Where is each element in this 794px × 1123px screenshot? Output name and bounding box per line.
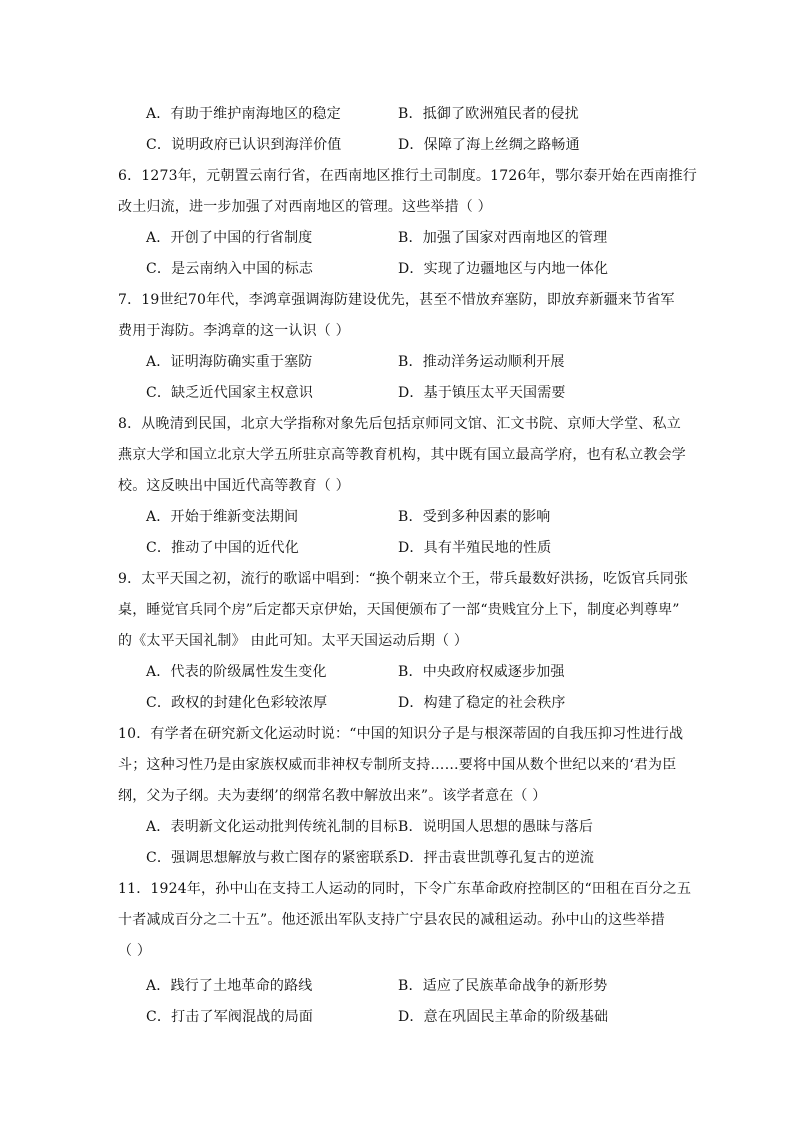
q11-stem-line-2: 十者减成百分之二十五”。他还派出军队支持广宁县农民的减租运动。孙中山的这些举措 — [118, 912, 665, 928]
q10-option-a: A．表明新文化运动批判传统礼制的目标 — [146, 819, 398, 835]
q5-option-d: D．保障了海上丝绸之路畅通 — [398, 137, 580, 153]
q9-option-c: C．政权的封建化色彩较浓厚 — [146, 695, 328, 711]
q11-option-d: D．意在巩固民主革命的阶级基础 — [398, 1009, 609, 1025]
q10-option-b: B．说明国人思想的愚昧与落后 — [398, 819, 594, 835]
q10-stem-line-3: 纲，父为子纲。夫为妻纲’的纲常名教中解放出来”。该学者意在（ ） — [118, 788, 547, 804]
q6-option-d: D．实现了边疆地区与内地一体化 — [398, 261, 609, 277]
q11-stem-line-1: 11．1924年，孙中山在支持工人运动的同时，下令广东革命政府控制区的“田租在百分之五 — [118, 881, 692, 897]
q11-option-a: A．践行了土地革命的路线 — [146, 978, 313, 994]
q8-stem-line-1: 8．从晚清到民国，北京大学指称对象先后包括京师同文馆、汇文书院、京师大学堂、私立 — [118, 416, 681, 432]
q8-option-c: C．推动了中国的近代化 — [146, 540, 299, 556]
q8-stem-line-2: 燕京大学和国立北京大学五所驻京高等教育机构，其中既有国立最高学府，也有私立教会学 — [118, 447, 686, 463]
q6-stem-line-2: 改土归流，进一步加强了对西南地区的管理。这些举措（ ） — [118, 199, 492, 215]
q11-stem-line-3: （ ） — [118, 943, 152, 959]
q9-option-a: A．代表的阶级属性发生变化 — [146, 664, 327, 680]
q6-option-a: A．开创了中国的行省制度 — [146, 230, 313, 246]
q11-option-c: C．打击了军阀混战的局面 — [146, 1009, 314, 1025]
q5-option-b: B．抵御了欧洲殖民者的侵扰 — [398, 106, 579, 122]
q8-stem-line-3: 校。这反映出中国近代高等教育（ ） — [118, 478, 350, 494]
q10-stem-line-1: 10．有学者在研究新文化运动时说：“中国的知识分子是与根深蒂固的自我压抑习性进行战 — [118, 726, 684, 742]
q7-option-d: D．基于镇压太平天国需要 — [398, 385, 566, 401]
q7-option-c: C．缺乏近代国家主权意识 — [146, 385, 314, 401]
q8-option-a: A．开始于维新变法期间 — [146, 509, 299, 525]
q5-option-c: C．说明政府已认识到海洋价值 — [146, 137, 342, 153]
q8-option-b: B．受到多种因素的影响 — [398, 509, 551, 525]
q9-stem-line-1: 9．太平天国之初，流行的歌谣中唱到：“换个朝来立个王，带兵最数好洪扬，吃饭官兵同张 — [118, 571, 689, 587]
q10-option-d: D．抨击袁世凯尊孔复古的逆流 — [398, 850, 595, 866]
q7-option-b: B．推动洋务运动顺利开展 — [398, 354, 565, 370]
q9-option-d: D．构建了稳定的社会秩序 — [398, 695, 566, 711]
q9-stem-line-3: 的《太平天国礼制》 由此可知。太平天国运动后期（ ） — [118, 633, 469, 649]
q9-option-b: B．中央政府权威逐步加强 — [398, 664, 565, 680]
q5-option-a: A．有助于维护南海地区的稳定 — [146, 106, 341, 122]
q9-stem-line-2: 桌，睡觉官兵同个房”后定都天京伊始，天国便颁布了一部“贵贱宜分上下，制度必判尊卑” — [118, 602, 680, 618]
q6-stem-line-1: 6．1273年，元朝置云南行省，在西南地区推行土司制度。1726年，鄂尔泰开始在西南推行 — [118, 168, 697, 184]
q7-stem-line-1: 7．19世纪70年代，李鸿章强调海防建设优先，甚至不惜放弃塞防，即放弃新疆来节省军 — [118, 292, 675, 308]
q7-option-a: A．证明海防确实重于塞防 — [146, 354, 313, 370]
q6-option-c: C．是云南纳入中国的标志 — [146, 261, 314, 277]
q10-stem-line-2: 斗；这种习性乃是由家族权威而非神权专制所支持……要将中国从数个世纪以来的‘君为臣 — [118, 757, 677, 773]
q10-option-c: C．强调思想解放与救亡图存的紧密联系 — [146, 850, 399, 866]
q6-option-b: B．加强了国家对西南地区的管理 — [398, 230, 608, 246]
q11-option-b: B．适应了民族革命战争的新形势 — [398, 978, 608, 994]
q8-option-d: D．具有半殖民地的性质 — [398, 540, 552, 556]
q7-stem-line-2: 费用于海防。李鸿章的这一认识（ ） — [118, 323, 350, 339]
